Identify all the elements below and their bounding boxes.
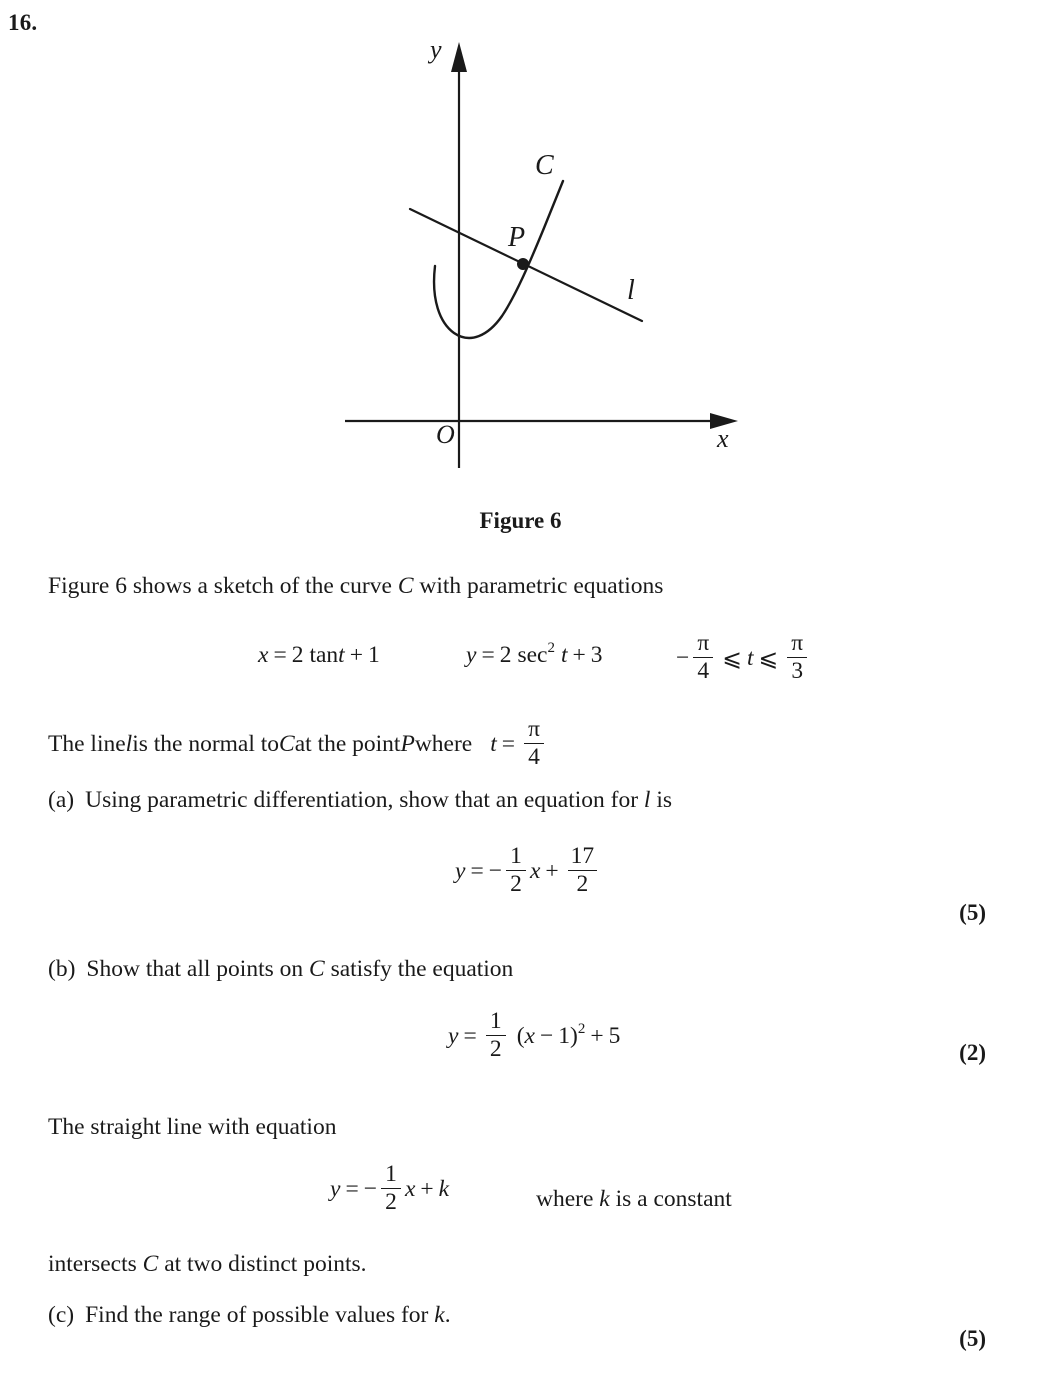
part-c-text-1: Find the range of possible values for [85,1302,435,1328]
eq-a-equals: = [470,857,484,884]
label-point-p: P [508,222,526,253]
part-a-equation [455,845,601,898]
param-x-function: tan [309,642,339,668]
normal-line-symbol: l [125,730,133,757]
eq-a-half-numerator: 1 [510,843,522,869]
part-b-label: (b) [48,956,76,982]
x-axis [345,413,738,429]
part-a-text-1: Using parametric differentiation, show that an equation for [85,787,644,813]
label-y: y [430,35,442,64]
eq-a-half-denominator: 2 [510,871,522,898]
param-y-constant: 3 [590,642,603,668]
param-y-coefficient: 2 [499,642,512,668]
part-a-line-symbol: l [643,787,651,813]
normal-curve-symbol: C [279,730,295,757]
label-curve-c: C [535,150,554,181]
eq-b-equals: = [463,1022,477,1049]
figure-caption: Figure 6 [479,508,562,533]
intro-text-2: with parametric equations [413,573,664,599]
part-c-marks: (5) [959,1326,986,1351]
intro-text-1: Figure 6 shows a sketch of the curve [48,573,398,599]
parametric-equation-x [258,642,380,669]
figure-6-diagram [330,18,760,488]
param-y-variable: t [560,642,568,668]
part-b-text-1: Show that all points on [86,956,310,982]
domain-le-right: ⩽ [758,645,779,672]
param-x-constant: 1 [367,642,380,668]
eq-k-half-numerator: 1 [385,1161,397,1187]
part-a-statement [48,786,672,815]
line-equation-k [330,1163,449,1216]
eq-a-intercept-numerator: 17 [570,843,595,869]
domain-minus-sign: − [676,644,690,671]
intro-paragraph [48,572,663,601]
normal-text-3: at the point [294,730,401,757]
eq-b-half-fraction [486,1009,506,1062]
part-b-text-2: satisfy the equation [324,956,514,982]
label-line-l: l [627,275,635,306]
param-y-plus: + [572,642,586,668]
normal-t-denominator: 4 [528,744,540,771]
eq-k-equals: = [345,1175,359,1202]
domain-upper-denominator: 3 [791,658,804,685]
label-origin: O [436,420,455,449]
normal-t-numerator: π [528,716,540,742]
intersects-text-2: at two distinct points. [158,1251,367,1277]
eq-a-plus: + [545,857,559,884]
intro-curve-symbol: C [397,573,414,599]
part-b-statement [48,955,513,984]
part-a-text-2: is [650,787,673,813]
param-x-coefficient: 2 [291,642,304,668]
eq-b-half-denominator: 2 [489,1036,502,1063]
domain-lower-numerator: π [697,630,710,656]
normal-point-symbol: P [400,730,415,757]
eq-b-plus: + [590,1022,604,1049]
parametric-equation-y [466,642,603,669]
k-note-symbol: k [599,1186,610,1212]
eq-k-plus: + [420,1175,434,1202]
part-c-statement [48,1301,451,1330]
param-x-equals: = [273,642,287,668]
eq-b-one-close: 1) [558,1022,578,1049]
normal-t-variable: t [490,730,497,757]
eq-k-half-denominator: 2 [385,1189,397,1216]
eq-k-half-fraction [381,1162,401,1215]
domain-le-left: ⩽ [722,645,742,672]
part-b-curve-symbol: C [309,956,325,982]
normal-text-4: where [414,730,473,757]
eq-a-minus: − [488,857,502,884]
eq-b-constant: 5 [608,1022,621,1049]
eq-b-variable: x [524,1022,535,1049]
domain-upper-numerator: π [791,630,804,656]
domain-lower-fraction [693,631,713,684]
eq-a-half-fraction [506,844,526,897]
eq-b-open-paren: ( [516,1022,525,1049]
eq-k-constant: k [438,1175,450,1202]
label-x: x [717,424,729,453]
param-x-plus: + [349,642,363,668]
normal-text-2: is the normal to [132,730,280,757]
part-a-label: (a) [48,787,75,813]
straight-line-intro: The straight line with equation [48,1114,337,1140]
param-y-exponent: 2 [547,640,555,656]
eq-b-minus: − [539,1022,554,1049]
eq-a-intercept-denominator: 2 [576,871,589,898]
param-y-lhs: y [466,642,477,668]
eq-k-lhs: y [330,1175,341,1202]
normal-line-statement [48,718,548,771]
intersects-statement [48,1250,367,1279]
intersects-curve-symbol: C [142,1251,159,1277]
eq-k-minus: − [363,1175,377,1202]
part-b-marks: (2) [959,1040,986,1065]
question-number: 16. [8,10,38,35]
eq-a-intercept-fraction [568,844,598,897]
part-c-label: (c) [48,1302,75,1328]
k-note-text-1: where [536,1186,600,1212]
part-b-equation [448,1010,620,1063]
normal-t-fraction [524,717,544,770]
domain-upper-fraction [787,631,807,684]
intersects-text-1: intersects [48,1251,143,1277]
param-y-function: sec [517,642,548,668]
eq-b-lhs: y [448,1022,459,1049]
k-constant-note [536,1185,732,1214]
domain-lower-denominator: 4 [697,658,710,685]
domain-variable: t [746,644,754,671]
parameter-domain-inequality [676,632,811,685]
eq-k-variable: x [404,1175,416,1202]
k-note-text-2: is a constant [609,1186,732,1212]
param-y-equals: = [481,642,495,668]
eq-b-exponent: 2 [577,1020,586,1037]
eq-b-half-numerator: 1 [489,1008,502,1034]
y-axis [451,42,467,468]
normal-equals: = [501,730,516,757]
curve-c-path [434,181,563,338]
eq-a-lhs: y [455,857,466,884]
part-c-text-2: . [444,1302,451,1328]
part-c-variable: k [434,1302,445,1328]
point-p-marker [517,258,529,270]
param-x-lhs: x [258,642,269,668]
eq-a-variable: x [529,857,541,884]
param-x-variable: t [338,642,345,668]
part-a-marks: (5) [959,900,986,925]
normal-text-1: The line [48,730,126,757]
